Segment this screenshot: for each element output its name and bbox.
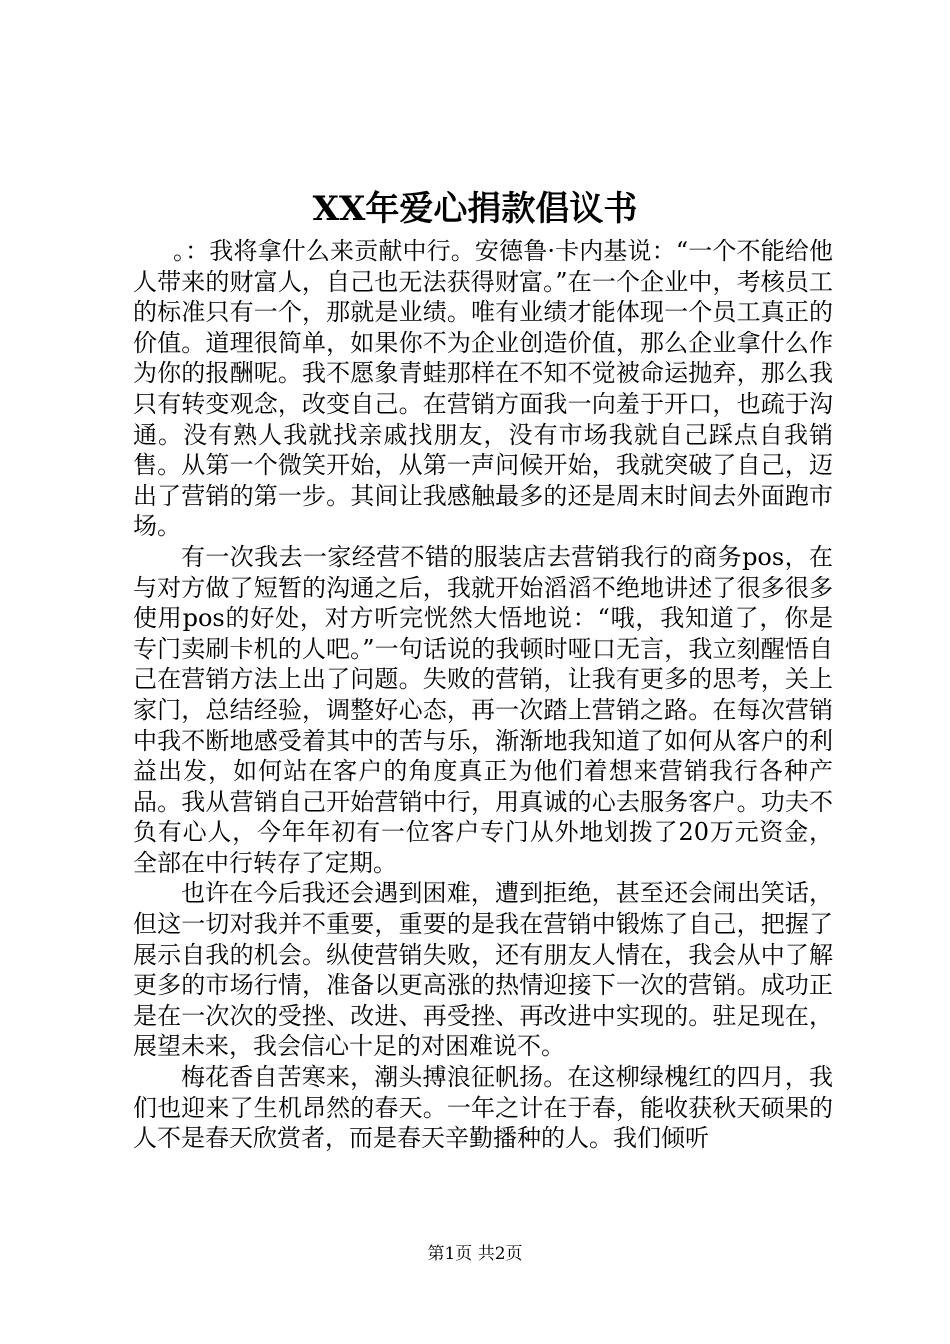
- paragraph-3: 也许在今后我还会遇到困难，遭到拒绝，甚至还会闹出笑话，但这一切对我并不重要，重要的是我在营销中锻炼了自己，把握了展示自我的机会。纵使营销失败，还有朋友人情在，我会从中了解更多的市场行情，准备以更高涨的热情迎接下一次的营销。成功正是在一次次的受挫、改进、再受挫、再改进中实现的。驻足现在，展望未来，我会信心十足的对困难说不。: [133, 879, 833, 1061]
- document-body: [133, 236, 833, 1154]
- document-title: XX年爱心捐款倡议书: [312, 189, 638, 229]
- paragraph-1: 。：我将拿什么来贡献中行。安德鲁·卡内基说：“一个不能给他人带来的财富人，自己也无法获得财富。”在一个企业中，考核员工的标准只有一个，那就是业绩。唯有业绩才能体现一个员工真正的价值。道理很简单，如果你不为企业创造价值，那么企业拿什么作为你的报酬呢。我不愿象青蛙那样在不知不觉被命运抛弃，那么我只有转变观念，改变自己。在营销方面我一向羞于开口，也疏于沟通。没有熟人我就找亲戚找朋友，没有市场我就自己踩点自我销售。从第一个微笑开始，从第一声问候开始，我就突破了自己，迈出了营销的第一步。其间让我感触最多的还是周末时间去外面跑市场。: [133, 237, 833, 541]
- page-footer: 第1页 共2页: [427, 1244, 523, 1264]
- paragraph-2: 有一次我去一家经营不错的服装店去营销我行的商务pos，在与对方做了短暂的沟通之后，我就开始滔滔不绝地讲述了很多很多使用pos的好处，对方听完恍然大悟地说：“哦，我知道了，你是专门卖刷卡机的人吧。”一句话说的我顿时哑口无言，我立刻醒悟自己在营销方法上出了问题。失败的营销，让我有更多的思考，关上家门，总结经验，调整好心态，再一次踏上营销之路。在每次营销中我不断地感受着其中的苦与乐，渐渐地我知道了如何从客户的利益出发，如何站在客户的角度真正为他们着想来营销我行各种产品。我从营销自己开始营销中行，用真诚的心去服务客户。功夫不负有心人，今年年初有一位客户专门从外地划拨了20万元资金，全部在中行转存了定期。: [133, 542, 833, 877]
- paragraph-4: 梅花香自苦寒来，潮头搏浪征帆扬。在这柳绿槐红的四月，我们也迎来了生机昂然的春天。一年之计在于春，能收获秋天硕果的人不是春天欣赏者，而是春天辛勤播种的人。我们倾听: [133, 1063, 833, 1153]
